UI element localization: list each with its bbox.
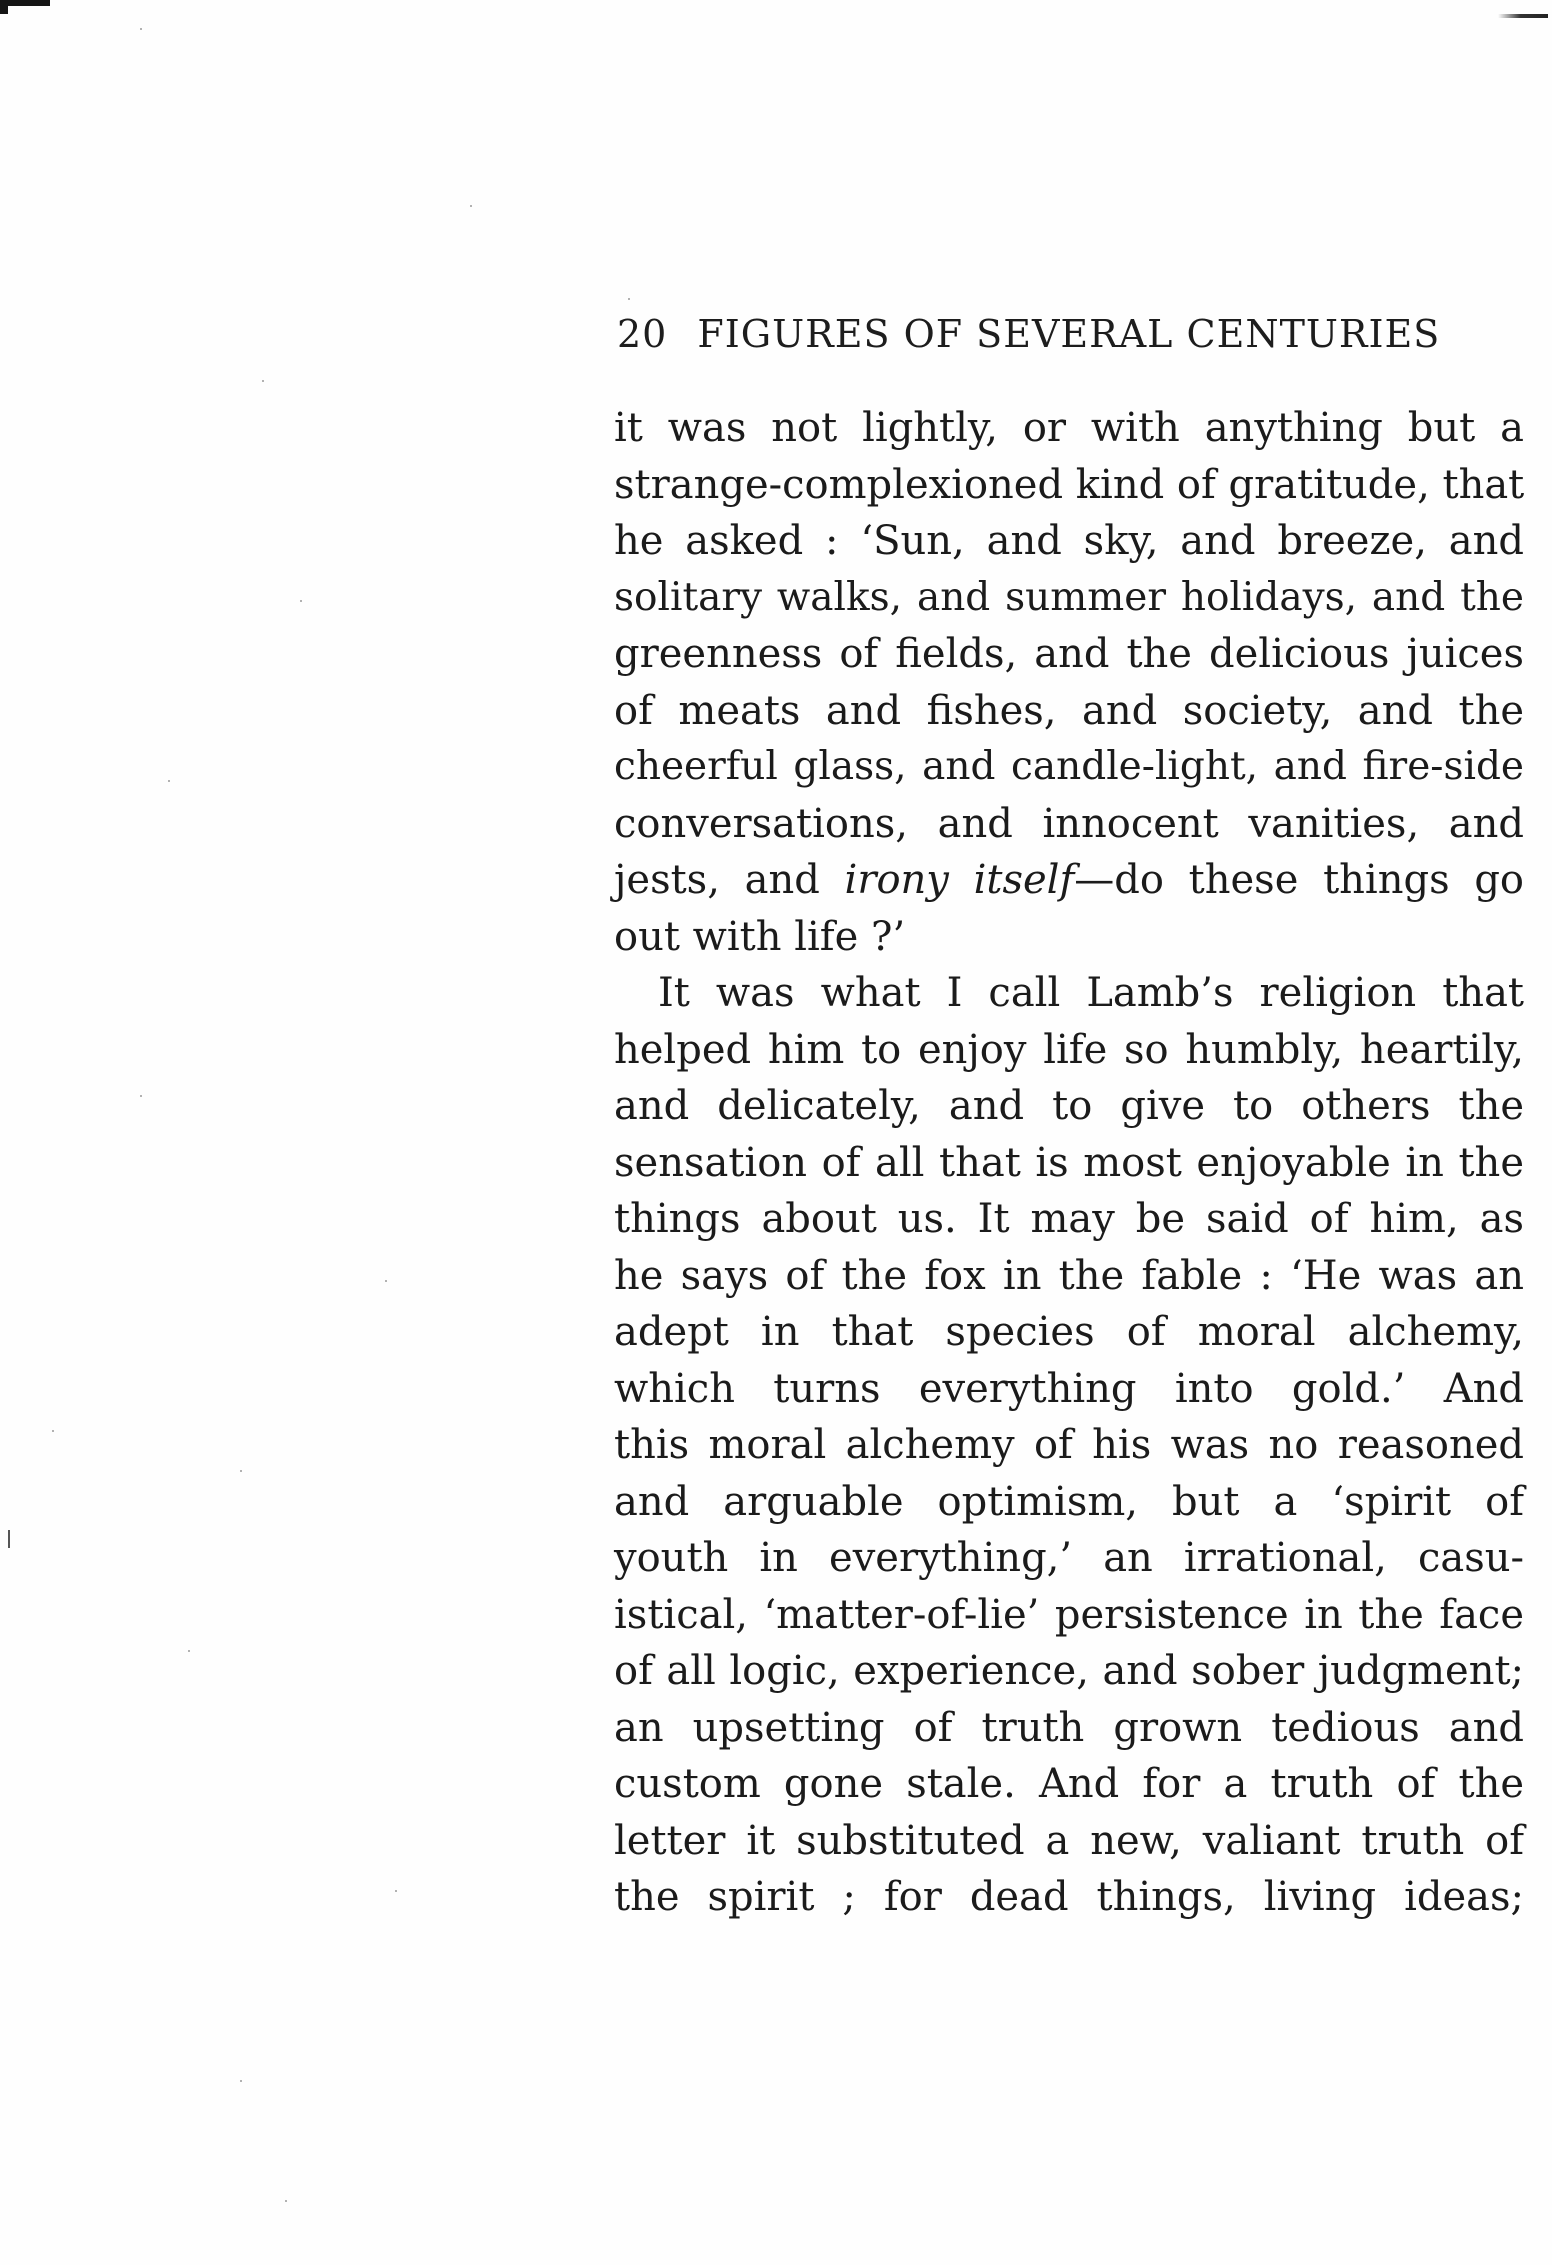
text-line: letter it substituted a new, valiant truth of [614,1817,1524,1864]
paper-speck [395,1890,397,1892]
text-line: solitary walks, and summer holidays, and the [614,574,1524,620]
text-line: the spirit ; for dead things, living ideas; [614,1874,1524,1920]
text-line: adept in that species of moral alchemy, [614,1309,1524,1355]
scan-edge-mark [0,0,50,6]
text-line: it was not lightly, or with anything but a [614,405,1524,451]
text-line: things about us. It may be said of him, as [614,1196,1524,1242]
text-line [614,852,1524,909]
paper-speck [262,380,264,382]
text-line: this moral alchemy of his was no reasoned [614,1422,1524,1468]
text-line: and arguable optimism, but a ‘spirit of [614,1478,1524,1525]
paper-speck [385,1280,387,1282]
text-line: greenness of fields, and the delicious juices [614,631,1524,677]
text-line: of meats and fishes, and society, and the [614,687,1524,734]
running-header [617,312,1497,364]
text-line: It was what I call Lamb’s religion that [658,970,1524,1016]
text-line: conversations, and innocent vanities, and [614,800,1524,847]
text-line: he asked : ‘Sun, and sky, and breeze, and [614,518,1524,564]
text-line: cheerful glass, and candle-light, and fire-side [614,744,1524,789]
text-line: he says of the fox in the fable : ‘He was an [614,1252,1524,1299]
text-line: of all logic, experience, and sober judgment; [614,1648,1524,1694]
italic-phrase: irony itself [844,857,1075,903]
paper-speck [140,1095,142,1097]
paper-speck [470,205,472,207]
paper-speck [52,1430,54,1432]
text-line: strange-complexioned kind of gratitude, that [614,461,1525,508]
paper-speck [285,2200,287,2202]
page-number: 20 [617,312,668,356]
text-line: custom gone stale. And for a truth of the [614,1761,1524,1807]
text-line: youth in everything,’ an irrational, casu- [614,1535,1524,1581]
paper-speck [240,2080,242,2082]
text-line: out with life ?’ [614,913,906,960]
text-line: which turns everything into gold.’ And [614,1365,1524,1412]
paper-speck [240,1470,242,1472]
text-line: an upsetting of truth grown tedious and [614,1704,1524,1751]
text-line: istical, ‘matter-of-lie’ persistence in the face [614,1591,1524,1638]
scan-edge-mark [1498,14,1548,18]
body-text [614,400,1524,1926]
paper-speck [140,28,142,30]
running-title: FIGURES OF SEVERAL CENTURIES [697,312,1441,356]
text-line: sensation of all that is most enjoyable in the [614,1139,1524,1186]
text-segment: —do these things go [1074,857,1525,903]
text-segment: jests, and [614,857,845,903]
paragraph [614,965,1524,1926]
paragraph [614,400,1524,965]
paper-speck [188,1650,190,1652]
paper-speck [168,780,170,782]
paper-speck [300,600,302,602]
text-line: and delicately, and to give to others the [614,1083,1524,1129]
text-line: helped him to enjoy life so humbly, heartily, [614,1026,1524,1073]
paper-speck [628,298,630,300]
scan-tick-mark [8,1530,10,1548]
